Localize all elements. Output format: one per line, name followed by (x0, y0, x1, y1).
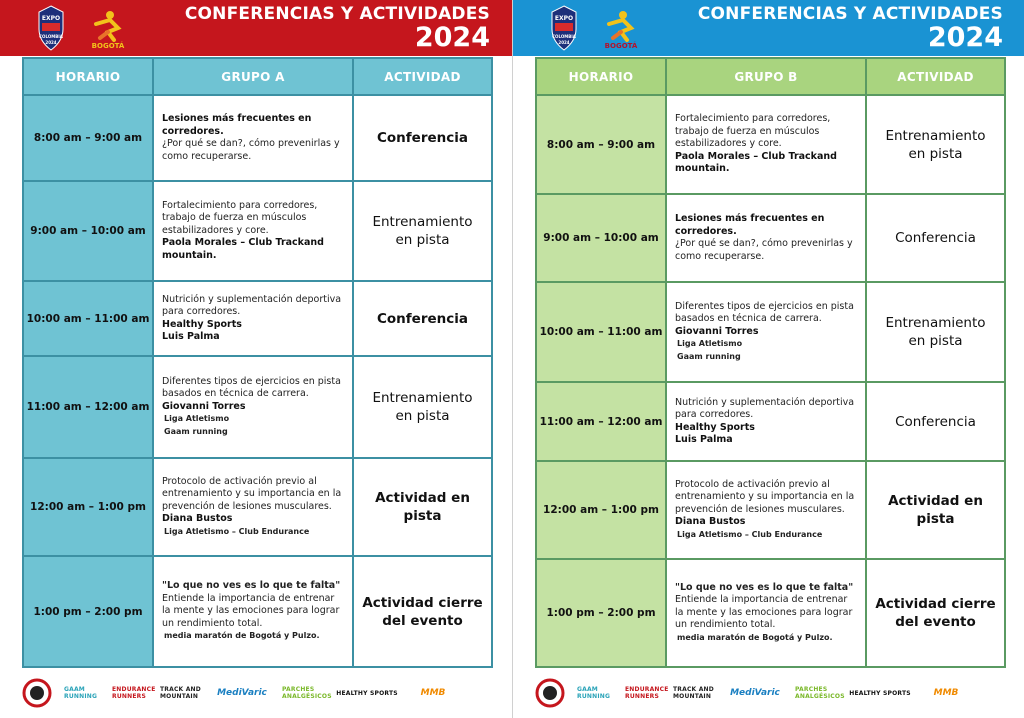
activity-cell: Conferencia (353, 95, 492, 181)
activity-cell: Actividad en pista (866, 461, 1005, 559)
header-actividad: ACTIVIDAD (353, 58, 492, 95)
description-highlight: Giovanni Torres (675, 325, 759, 337)
table-row (23, 95, 492, 181)
description-cell (153, 281, 353, 356)
table-header-row (23, 58, 492, 95)
activity-cell: Entrenamiento en pista (353, 181, 492, 281)
panel-group-b (512, 0, 1024, 718)
expo-badge-icon (533, 670, 567, 716)
description-cell (153, 181, 353, 281)
sponsor-logo (404, 670, 462, 716)
sponsor-name: ENDURANCE RUNNERS (112, 686, 156, 700)
description-cell (666, 95, 866, 194)
description-highlight: Paola Morales – Club Trackand mountain. (162, 237, 324, 261)
title-year: 2024 (927, 22, 1003, 53)
title-year: 2024 (414, 22, 490, 53)
time-cell: 9:00 am – 10:00 am (23, 181, 153, 281)
table-row (23, 356, 492, 458)
description-cell (153, 556, 353, 667)
header-banner (513, 0, 1024, 56)
logo-bogota-word: BOGOTÁ (91, 42, 125, 50)
title-line1: CONFERENCIAS Y ACTIVIDADES (184, 4, 490, 24)
description-text: Nutrición y suplementación deportiva para corredores. (162, 293, 342, 317)
description-text: Fortalecimiento para corredores, trabajo de fuerza en músculos estabilizadores y core. (162, 199, 318, 236)
description-text: Fortalecimiento para corredores, trabajo de fuerza en músculos estabilizadores y core. (675, 113, 831, 150)
sponsor-logo (64, 670, 100, 716)
activity-cell: Entrenamiento en pista (866, 95, 1005, 194)
logo-expo-year: 2024 (558, 40, 570, 45)
table-row (536, 95, 1005, 194)
header-grupo: GRUPO B (666, 58, 866, 95)
schedule-table (535, 57, 1006, 668)
sponsor-name: PARCHES ANALGÉSICOS (795, 686, 845, 700)
table-row (536, 194, 1005, 282)
time-cell: 8:00 am – 9:00 am (536, 95, 666, 194)
description-cell (666, 461, 866, 559)
sponsor-name: HEALTHY SPORTS (849, 689, 911, 697)
activity-cell: Conferencia (866, 382, 1005, 461)
activity-cell: Conferencia (866, 194, 1005, 282)
time-cell: 11:00 am – 12:00 am (23, 356, 153, 458)
activity-cell: Entrenamiento en pista (353, 356, 492, 458)
sponsor-logo (212, 670, 272, 716)
description-cell (153, 95, 353, 181)
description-text: Protocolo de activación previo al entrenamiento y su importancia en la prevención de lesiones musculares. (675, 478, 855, 515)
logo-expo-country: COLOMBIA (552, 34, 576, 39)
description-highlight: Giovanni Torres (162, 400, 246, 412)
description-affiliation: Liga Atletismo – Club Endurance (164, 526, 310, 536)
sponsor-logo (160, 670, 210, 716)
description-highlight: Luis Palma (675, 434, 733, 445)
logo-expo-year: 2024 (45, 40, 57, 45)
description-text: Entiende la importancia de entrenar la mente y las emociones para lograr un rendimiento total. (162, 592, 340, 629)
activity-cell: Conferencia (353, 281, 492, 356)
bogota-logo (86, 8, 130, 50)
description-quote: "Lo que no ves es lo que te falta" (162, 580, 341, 592)
header-actividad: ACTIVIDAD (866, 58, 1005, 95)
time-cell: 12:00 am – 1:00 pm (536, 461, 666, 559)
sponsor-name: GAAM RUNNING (64, 686, 98, 700)
description-highlight: Lesiones más frecuentes en corredores. (675, 213, 825, 237)
description-cell (666, 559, 866, 667)
description-cell (153, 458, 353, 556)
table-row (23, 458, 492, 556)
description-affiliation: media maratón de Bogotá y Pulzo. (164, 631, 320, 641)
activity-cell: Entrenamiento en pista (866, 282, 1005, 382)
description-affiliation: media maratón de Bogotá y Pulzo. (677, 632, 833, 642)
sponsor-name: MMB (420, 688, 446, 698)
activity-cell: Actividad cierre del evento (866, 559, 1005, 667)
title-line1: CONFERENCIAS Y ACTIVIDADES (697, 4, 1003, 24)
description-highlight: Healthy Sports (675, 421, 755, 433)
description-text: ¿Por qué se dan?, cómo prevenirlas y como recuperarse. (162, 138, 340, 162)
description-highlight: Paola Morales – Club Trackand mountain. (675, 150, 837, 175)
description-affiliation: Liga Atletismo (677, 339, 743, 349)
table-header-row (536, 58, 1005, 95)
description-cell (666, 194, 866, 282)
description-highlight: Lesiones más frecuentes en corredores. (162, 113, 312, 137)
table-row (536, 559, 1005, 667)
activity-cell: Actividad cierre del evento (353, 556, 492, 667)
table-row (23, 556, 492, 667)
table-row (23, 181, 492, 281)
sponsor-name: TRACK AND MOUNTAIN (673, 686, 714, 700)
sponsor-name: MediVaric (217, 688, 267, 698)
sponsor-name: HEALTHY SPORTS (336, 689, 398, 697)
sponsor-logo (673, 670, 723, 716)
sponsor-name: MediVaric (730, 688, 780, 698)
expo-running-logo (36, 5, 66, 51)
description-highlight: Diana Bustos (675, 516, 746, 528)
sponsor-logo (795, 670, 847, 716)
bogota-logo (599, 8, 643, 50)
description-affiliation: Liga Atletismo – Club Endurance (677, 529, 823, 539)
sponsor-name: PARCHES ANALGÉSICOS (282, 686, 332, 700)
description-highlight: Luis Palma (162, 331, 220, 342)
sponsor-logo (917, 670, 975, 716)
time-cell: 8:00 am – 9:00 am (23, 95, 153, 181)
header-banner (0, 0, 512, 56)
time-cell: 1:00 pm – 2:00 pm (536, 559, 666, 667)
activity-cell: Actividad en pista (353, 458, 492, 556)
time-cell: 10:00 am – 11:00 am (536, 282, 666, 382)
time-cell: 1:00 pm – 2:00 pm (23, 556, 153, 667)
time-cell: 11:00 am – 12:00 am (536, 382, 666, 461)
header-horario: HORARIO (536, 58, 666, 95)
sponsor-logo (112, 670, 156, 716)
description-text: ¿Por qué se dan?, cómo prevenirlas y como recuperarse. (675, 238, 853, 262)
description-text: Entiende la importancia de entrenar la mente y las emociones para lograr un rendimiento total. (675, 594, 853, 631)
page-title (185, 4, 490, 52)
sponsor-logo (336, 670, 398, 716)
sponsor-logos (533, 670, 1013, 716)
description-cell (666, 282, 866, 382)
description-highlight: Diana Bustos (162, 513, 233, 525)
header-horario: HORARIO (23, 58, 153, 95)
description-text: Diferentes tipos de ejercicios en pista basados en técnica de carrera. (162, 375, 341, 400)
sponsor-logo (577, 670, 613, 716)
description-affiliation: Gaam running (677, 351, 741, 361)
logo-bogota-word: BOGOTÁ (604, 42, 638, 50)
table-row (536, 382, 1005, 461)
description-text: Diferentes tipos de ejercicios en pista basados en técnica de carrera. (675, 300, 854, 325)
description-text: Nutrición y suplementación deportiva para corredores. (675, 396, 855, 420)
expo-running-logo (549, 5, 579, 51)
logo-expo-word: EXPO (41, 15, 61, 22)
sponsor-name: ENDURANCE RUNNERS (625, 686, 669, 700)
header-grupo: GRUPO A (153, 58, 353, 95)
expo-badge-icon (20, 670, 54, 716)
time-cell: 10:00 am – 11:00 am (23, 281, 153, 356)
description-affiliation: Gaam running (164, 426, 228, 436)
description-affiliation: Liga Atletismo (164, 414, 230, 424)
page-title (698, 4, 1003, 52)
sponsor-name: TRACK AND MOUNTAIN (160, 686, 201, 700)
table-row (536, 461, 1005, 559)
table-row (23, 281, 492, 356)
sponsor-logo (625, 670, 669, 716)
description-highlight: Healthy Sports (162, 318, 242, 330)
sponsor-logos (20, 670, 500, 716)
logo-expo-word: EXPO (554, 15, 574, 22)
sponsor-name: MMB (933, 688, 959, 698)
table-row (536, 282, 1005, 382)
description-cell (666, 382, 866, 461)
description-quote: "Lo que no ves es lo que te falta" (675, 581, 854, 593)
time-cell: 9:00 am – 10:00 am (536, 194, 666, 282)
description-cell (153, 356, 353, 458)
sponsor-logo (725, 670, 785, 716)
schedule-table (22, 57, 493, 668)
logo-expo-country: COLOMBIA (39, 34, 63, 39)
description-text: Protocolo de activación previo al entrenamiento y su importancia en la prevención de lesiones musculares. (162, 475, 342, 512)
sponsor-name: GAAM RUNNING (577, 686, 611, 700)
sponsor-logo (849, 670, 911, 716)
time-cell: 12:00 am – 1:00 pm (23, 458, 153, 556)
sponsor-logo (282, 670, 334, 716)
